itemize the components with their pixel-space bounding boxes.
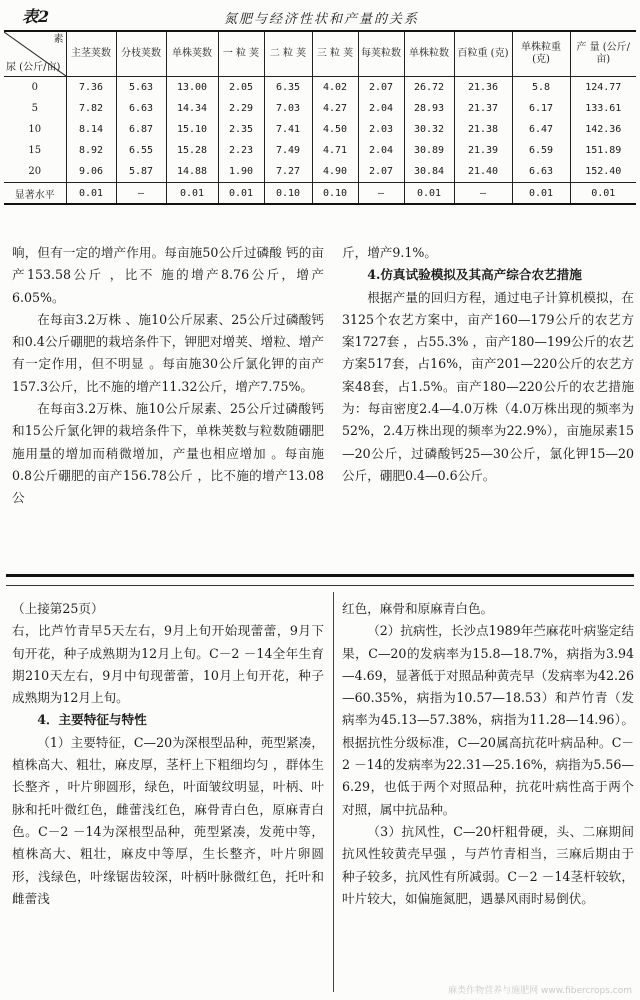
table-cell: 4.71 xyxy=(312,140,358,161)
table-row xyxy=(4,140,636,161)
table-cell: 26.72 xyxy=(404,77,454,99)
table-title: 氮肥与经济性状和产量的关系 xyxy=(224,12,420,27)
corner-top-label: 素 xyxy=(53,34,64,45)
table-cell: 4.90 xyxy=(312,161,358,183)
table-cell: 2.07 xyxy=(358,77,404,99)
table-cell: 142.36 xyxy=(570,119,636,140)
table-cell: 0.01 xyxy=(218,183,264,204)
column-header: 主茎荚数 xyxy=(66,32,116,77)
table-cell: 8.14 xyxy=(66,119,116,140)
table-cell: 2.35 xyxy=(218,119,264,140)
table-cell: 0.01 xyxy=(66,183,116,204)
table-cell: 0.10 xyxy=(312,183,358,204)
row-label: 显著水平 xyxy=(4,183,66,204)
table-cell: 28.93 xyxy=(404,98,454,119)
table-caption xyxy=(14,4,634,30)
table-cell: 30.32 xyxy=(404,119,454,140)
row-label: 15 xyxy=(28,145,42,156)
table-cell: 6.63 xyxy=(512,161,570,183)
table-cell: 21.40 xyxy=(454,161,512,183)
column-header: 单株荚数 xyxy=(166,32,218,77)
paragraph: 红色，麻骨和原麻青白色。 xyxy=(342,601,494,616)
table-cell: 21.39 xyxy=(454,140,512,161)
table-cell: 2.05 xyxy=(218,77,264,99)
continuation-note: （上接第25页） xyxy=(12,601,104,616)
table-cell: 7.27 xyxy=(264,161,312,183)
lower-left-column xyxy=(12,598,324,910)
paragraph: 右，比芦竹青早5天左右，9月上旬开始现蕾蕾，9月下旬开花，种子成熟期为12月上旬。C－2 －14全年生育期210天左右，9月中旬现蕾蕾，10月上旬开花，种子成熟期为12月上旬。 xyxy=(12,623,324,706)
table-cell: 6.87 xyxy=(116,119,166,140)
watermark: 麻类作物营养与施肥网 www.fibercrops.com xyxy=(448,986,632,996)
paragraph: 斤，增产9.1%。 xyxy=(342,245,437,260)
table-cell: 7.41 xyxy=(264,119,312,140)
table-cell: 2.29 xyxy=(218,98,264,119)
section-heading: 4.仿真试验模拟及其高产综合农艺措施 xyxy=(367,267,582,283)
table-cell: 8.92 xyxy=(66,140,116,161)
table-cell: 1.90 xyxy=(218,161,264,183)
table-row xyxy=(4,119,636,140)
table-cell: 0.01 xyxy=(404,183,454,204)
table-cell: 2.03 xyxy=(358,119,404,140)
paragraph: 在每亩3.2万株 、施10公斤尿素、25公斤过磷酸钙和0.4公斤硼肥的栽培条件下，钾肥对增荚、增粒、增产有一定作用，但不明显 。每亩施30公斤氯化钾的亩产157.3公斤，比不施的增产11.32公斤，增产7.75%。 xyxy=(12,311,324,394)
table-cell: 4.02 xyxy=(312,77,358,99)
table-cell: 21.37 xyxy=(454,98,512,119)
row-label: 10 xyxy=(28,124,42,135)
table-cell: — xyxy=(454,183,512,204)
table-corner-header xyxy=(4,32,66,77)
section-divider xyxy=(6,574,634,586)
paragraph: （2）抗病性，长沙点1989年苎麻花叶病鉴定结果，C—20的发病率为15.8—18.7%，病指为3.94—4.69，显著低于对照品种黄壳早（发病率为42.26—60.35%，病指为10.57—18.53）和芦竹青（发病率为45.13—57.38%，病指为11.28—14.96）。根据抗性分级标准，C—20属高抗花叶病品种。C－2 －14的发病率为22.31—25.16%，病指为5.56—6.29，也低于两个对照品种，抗花叶病性高于两个对照，属中抗品种。 xyxy=(342,623,634,817)
upper-right-column xyxy=(342,242,634,487)
table-cell: 21.36 xyxy=(454,77,512,99)
column-header: 二 粒 荚 xyxy=(264,32,312,77)
column-header: 单株粒重 (克) xyxy=(512,32,570,77)
table-cell: 5.63 xyxy=(116,77,166,99)
table-cell: 124.77 xyxy=(570,77,636,99)
table-cell: 152.40 xyxy=(570,161,636,183)
table-cell: 7.03 xyxy=(264,98,312,119)
column-rule xyxy=(333,592,334,992)
section-heading: 4．主要特征与特性 xyxy=(37,712,147,728)
table-cell: 6.63 xyxy=(116,98,166,119)
table-cell: 6.35 xyxy=(264,77,312,99)
table-cell: 15.10 xyxy=(166,119,218,140)
table-label: 表2 xyxy=(22,7,50,26)
column-header: 一 粒 荚 xyxy=(218,32,264,77)
data-table xyxy=(4,30,636,205)
table-cell: 6.55 xyxy=(116,140,166,161)
table-cell: 2.04 xyxy=(358,140,404,161)
paragraph: 响，但有一定的增产作用。每亩施50公斤过磷酸 钙的亩产153.58公斤 ，比不 施的增产8.76公斤，增产 6.05%。 xyxy=(12,245,324,305)
table-cell: 133.61 xyxy=(570,98,636,119)
table-cell: 2.07 xyxy=(358,161,404,183)
table-cell: — xyxy=(116,183,166,204)
table-cell: 0.01 xyxy=(166,183,218,204)
lower-right-column xyxy=(342,598,634,910)
table-row xyxy=(4,161,636,183)
table-cell: 2.04 xyxy=(358,98,404,119)
column-header: 三 粒 荚 xyxy=(312,32,358,77)
paragraph: （3）抗风性，C—20杆粗骨硬，头、二麻期间抗风性较黄壳早强 ，与芦竹青相当，三麻后期由于种子较多，抗风性有所减弱。C－2 －14茎杆较软，叶片较大，如偏施氮肥，遇暴风雨时易倒伏。 xyxy=(342,823,634,906)
table-cell: 6.17 xyxy=(512,98,570,119)
table-cell: 5.87 xyxy=(116,161,166,183)
column-header: 分枝荚数 xyxy=(116,32,166,77)
row-label: 20 xyxy=(28,166,42,177)
table-cell: 14.34 xyxy=(166,98,218,119)
table-body xyxy=(4,77,636,204)
paragraph: （1）主要特征，C—20为深根型品种，蔸型紧凑，植株高大、粗壮，麻皮厚，茎杆上下粗细均匀 ，群体生长整齐 ，叶片卵圆形，绿色，叶面皱纹明显，叶柄、叶脉和托叶微红色，雌蕾浅红色，麻骨青白色，原麻青白色。C－2 －14为深根型品种，蔸型紧凑，发蔸中等，植株高大、粗壮，麻皮中等厚，生长整齐，叶片卵圆形，浅绿色，叶缘锯齿较深，叶柄叶脉微红色，托叶和雌蕾浅 xyxy=(12,734,324,906)
column-header: 每荚粒数 xyxy=(358,32,404,77)
table-cell: 6.47 xyxy=(512,119,570,140)
paragraph: 在每亩3.2万株、施10公斤尿素、25公斤过磷酸钙和15公斤氯化钾的栽培条件下，单株荚数与粒数随硼肥施用量的增加而稍微增加，产量也相应增加 。每亩施0.8公斤硼肥的亩产156.78公斤 ，比不施的增产13.08公 xyxy=(12,401,324,506)
table-cell: 21.38 xyxy=(454,119,512,140)
table-cell: 30.89 xyxy=(404,140,454,161)
table-cell: 6.59 xyxy=(512,140,570,161)
significance-row xyxy=(4,183,636,204)
table-cell: 14.88 xyxy=(166,161,218,183)
table-header-row xyxy=(4,32,636,77)
table-cell: 0.01 xyxy=(570,183,636,204)
table-cell: 0.01 xyxy=(512,183,570,204)
table-cell: 7.82 xyxy=(66,98,116,119)
table-row xyxy=(4,77,636,99)
table-cell: 7.36 xyxy=(66,77,116,99)
table-cell: 13.00 xyxy=(166,77,218,99)
paragraph: 根据产量的回归方程，通过电子计算机模拟，在3125个农艺方案中，亩产160—179公斤的农艺方案1727套 ，占55.3% ，亩产180—199公斤的农艺方案517套，占16%，亩产201—220公斤的农艺方案48套，占1.5%。亩产180—220公斤的农艺措施为：每亩密度2.4—4.0万株（4.0万株出现的频率为52%，2.4万株出现的频率为22.9%），亩施尿素15—20公斤，过磷酸钙25—30公斤，氯化钾15—20公斤，硼肥0.4—0.6公斤。 xyxy=(342,289,634,483)
table-cell: 4.50 xyxy=(312,119,358,140)
row-label: 5 xyxy=(31,103,38,114)
column-header: 产 量 (公斤/亩) xyxy=(570,32,636,77)
table-cell: 5.8 xyxy=(512,77,570,99)
table-cell: 151.89 xyxy=(570,140,636,161)
table-cell: 2.23 xyxy=(218,140,264,161)
table-cell: 15.28 xyxy=(166,140,218,161)
table-cell: — xyxy=(358,183,404,204)
table-cell: 30.84 xyxy=(404,161,454,183)
column-header: 百粒重 (克) xyxy=(454,32,512,77)
table-row xyxy=(4,98,636,119)
table-cell: 0.10 xyxy=(264,183,312,204)
table-cell: 4.27 xyxy=(312,98,358,119)
table-cell: 9.06 xyxy=(66,161,116,183)
upper-left-column xyxy=(12,242,324,510)
table-cell: 7.49 xyxy=(264,140,312,161)
row-label: 0 xyxy=(31,82,38,93)
column-header: 单株粒数 xyxy=(404,32,454,77)
corner-bottom-label: 尿 (公斤/亩) xyxy=(6,62,61,73)
